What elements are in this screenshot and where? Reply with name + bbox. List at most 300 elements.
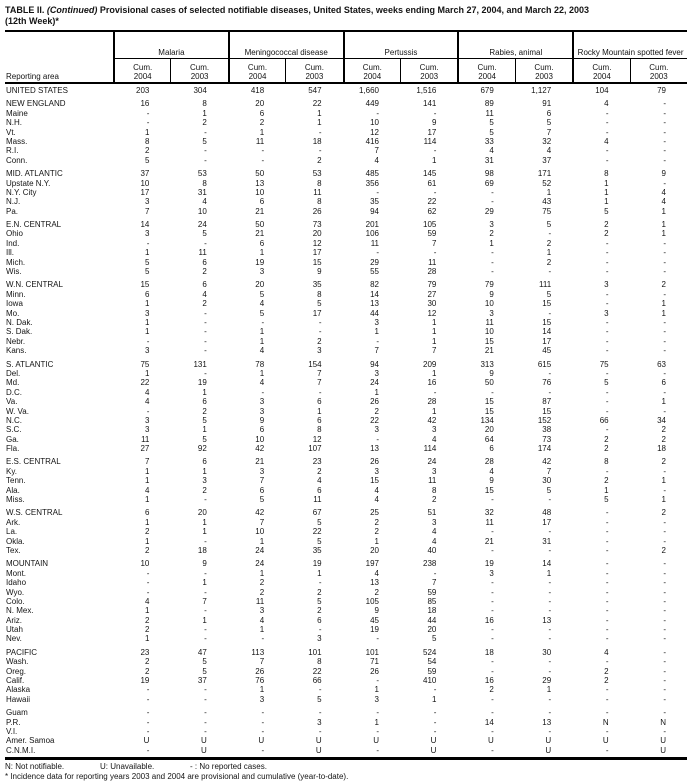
value-cell: - — [204, 495, 207, 505]
value-cell: 6 — [259, 425, 265, 435]
cum-label: Cum. — [247, 63, 268, 72]
value-cell: 19 — [484, 559, 494, 569]
value-cell: 71 — [370, 657, 379, 667]
value-cell: 3 — [317, 346, 322, 356]
value-cell: - — [548, 727, 552, 736]
value-cell: - — [491, 578, 494, 588]
value-cell: 5 — [489, 127, 494, 137]
table-row — [5, 416, 687, 425]
column-subheader — [170, 59, 227, 82]
value-cell: 1 — [317, 118, 322, 128]
area-cell: Hawaii — [6, 694, 31, 704]
table-row — [5, 444, 687, 453]
value-cell: 69 — [484, 178, 494, 188]
column-subheader — [630, 59, 687, 82]
value-cell: - — [433, 568, 437, 578]
value-cell: 42 — [542, 457, 552, 467]
value-cell: 5 — [546, 118, 552, 128]
column-group-header: Malaria — [113, 32, 228, 59]
value-cell: 17 — [427, 127, 437, 137]
value-cell: 87 — [542, 397, 552, 407]
value-cell: 1 — [317, 406, 322, 416]
area-cell: Kans. — [6, 346, 27, 356]
value-cell: 2 — [317, 466, 322, 476]
value-cell: 26 — [370, 397, 379, 407]
footnote-no-reported-cases: - : No reported cases. — [190, 762, 267, 772]
value-cell: - — [663, 248, 666, 258]
value-cell: 12 — [312, 238, 322, 248]
value-cell: - — [318, 327, 322, 337]
value-cell: 53 — [312, 169, 322, 179]
value-cell: - — [204, 708, 207, 718]
value-cell: 7 — [374, 146, 379, 156]
value-cell: 2 — [546, 238, 552, 248]
table-section — [5, 280, 687, 355]
value-cell: 13 — [542, 717, 552, 727]
table-row — [5, 606, 687, 615]
value-cell: 20 — [370, 545, 379, 555]
value-cell: - — [663, 257, 666, 267]
value-cell: 6 — [317, 615, 322, 625]
value-cell: U — [201, 736, 207, 746]
area-cell: Mont. — [6, 568, 27, 578]
value-cell: 5 — [202, 666, 207, 676]
area-cell: Fla. — [6, 444, 20, 454]
value-cell: 4 — [144, 387, 150, 397]
value-cell: - — [491, 495, 494, 505]
value-cell: - — [548, 267, 552, 277]
value-cell: - — [605, 466, 609, 476]
table-row — [5, 360, 687, 369]
value-cell: 11 — [255, 136, 265, 146]
value-cell: 8 — [317, 289, 322, 299]
value-cell: 1 — [431, 336, 437, 346]
area-cell: Idaho — [6, 578, 27, 588]
table-row — [5, 299, 687, 308]
value-cell: - — [204, 568, 207, 578]
value-cell: - — [204, 346, 207, 356]
value-cell: 14 — [542, 327, 552, 337]
value-cell: - — [204, 317, 207, 327]
value-cell: - — [146, 336, 150, 346]
column-group-header: Rocky Mountain spotted fever — [572, 32, 687, 59]
value-cell: - — [491, 625, 494, 635]
value-cell: 5 — [317, 694, 322, 704]
value-cell: 17 — [542, 336, 552, 346]
value-cell: 1 — [202, 466, 207, 476]
value-cell: 19 — [255, 257, 265, 267]
value-cell: 2 — [144, 666, 150, 676]
area-cell: Minn. — [6, 289, 26, 299]
value-cell: 4 — [259, 615, 265, 625]
value-cell: 29 — [370, 257, 379, 267]
area-cell: Utah — [6, 625, 23, 635]
value-cell: - — [605, 517, 609, 527]
value-cell: 1 — [259, 127, 265, 137]
value-cell: - — [663, 708, 666, 718]
value-cell: 21 — [255, 206, 265, 216]
value-cell: - — [605, 317, 609, 327]
value-cell: 5 — [604, 206, 609, 216]
value-cell: 75 — [542, 206, 552, 216]
value-cell: 15 — [484, 406, 494, 416]
footnote-not-notifiable: N: Not notifiable. — [5, 762, 65, 772]
value-cell: 105 — [365, 596, 379, 606]
value-cell: 7 — [431, 346, 437, 356]
table-row — [5, 207, 687, 216]
value-cell: 13 — [370, 578, 379, 588]
value-cell: 4 — [374, 155, 379, 165]
value-cell: 3 — [374, 368, 379, 378]
value-cell: 4 — [144, 397, 150, 407]
value-cell: - — [146, 708, 150, 718]
value-cell: 4 — [604, 99, 609, 109]
value-cell: 6 — [144, 508, 150, 518]
area-cell: Tenn. — [6, 476, 26, 486]
value-cell: 6 — [546, 108, 552, 118]
area-cell: Colo. — [6, 596, 25, 606]
area-cell: Ark. — [6, 517, 21, 527]
value-cell: 7 — [259, 476, 265, 486]
value-cell: 1 — [546, 248, 552, 258]
value-cell: 3 — [489, 220, 494, 230]
value-cell: 1 — [259, 336, 265, 346]
value-cell: 18 — [657, 444, 666, 454]
value-cell: 1 — [259, 625, 265, 635]
value-cell: 13 — [542, 615, 552, 625]
area-cell: Maine — [6, 108, 28, 118]
column-subheader — [457, 59, 514, 82]
value-cell: - — [261, 634, 265, 644]
value-cell: - — [376, 634, 379, 644]
table-section — [5, 99, 687, 165]
value-cell: - — [433, 187, 437, 197]
value-cell: 524 — [423, 647, 437, 657]
table-section — [5, 708, 687, 755]
footnotes — [5, 762, 687, 781]
value-cell: 5 — [546, 289, 552, 299]
value-cell: - — [376, 187, 379, 197]
value-cell: 485 — [365, 169, 379, 179]
value-cell: - — [204, 634, 207, 644]
value-cell: 79 — [484, 280, 494, 290]
value-cell: U — [258, 736, 265, 746]
value-cell: - — [376, 745, 379, 755]
value-cell: - — [204, 685, 207, 695]
area-cell: Oreg. — [6, 666, 27, 676]
value-cell: 1,660 — [358, 86, 379, 95]
value-cell: 2 — [144, 146, 150, 156]
value-cell: 30 — [542, 647, 552, 657]
table-row — [5, 156, 687, 165]
value-cell: - — [491, 267, 494, 277]
value-cell: 2 — [259, 587, 265, 597]
table-row — [5, 578, 687, 587]
value-cell: 11 — [198, 248, 207, 258]
value-cell: - — [605, 559, 609, 569]
value-cell: 3 — [374, 694, 379, 704]
value-cell: - — [146, 685, 150, 695]
value-cell: 13 — [255, 178, 265, 188]
area-cell: S. Dak. — [6, 327, 33, 337]
value-cell: 50 — [255, 169, 265, 179]
value-cell: 45 — [542, 346, 552, 356]
value-cell: 1 — [144, 327, 150, 337]
value-cell: 304 — [193, 86, 207, 95]
table-row — [5, 220, 687, 229]
value-cell: 9 — [317, 267, 322, 277]
value-cell: 47 — [197, 647, 207, 657]
value-cell: 5 — [317, 536, 322, 546]
table-row — [5, 179, 687, 188]
value-cell: - — [663, 136, 666, 146]
value-cell: 91 — [542, 99, 552, 109]
year-label: 2003 — [535, 72, 553, 81]
table-row — [5, 188, 687, 197]
table-row — [5, 327, 687, 336]
value-cell: 7 — [546, 466, 552, 476]
area-cell: PACIFIC — [6, 647, 37, 657]
value-cell: 2 — [374, 587, 379, 597]
value-cell: - — [548, 657, 552, 667]
value-cell: - — [663, 336, 666, 346]
table-row — [5, 527, 687, 536]
value-cell: 15 — [140, 280, 150, 290]
value-cell: 79 — [427, 280, 437, 290]
value-cell: 12 — [312, 434, 322, 444]
value-cell: - — [605, 545, 609, 555]
value-cell: 5 — [317, 299, 322, 309]
value-cell: 35 — [370, 197, 379, 207]
value-cell: 2 — [661, 457, 666, 467]
value-cell: 154 — [308, 359, 322, 369]
value-cell: 2 — [374, 406, 379, 416]
value-cell: 21 — [255, 457, 265, 467]
value-cell: - — [605, 267, 609, 277]
value-cell: 5 — [604, 495, 609, 505]
value-cell: 28 — [427, 397, 437, 407]
area-cell: R.I. — [6, 146, 19, 156]
value-cell: 20 — [484, 425, 494, 435]
area-cell: Va. — [6, 397, 18, 407]
value-cell: 3 — [144, 197, 150, 207]
value-cell: 104 — [595, 86, 609, 95]
table-row — [5, 476, 687, 485]
value-cell: - — [605, 625, 609, 635]
value-cell: 203 — [136, 86, 150, 95]
value-cell: U — [545, 745, 552, 755]
value-cell: - — [146, 727, 150, 736]
value-cell: - — [663, 606, 666, 616]
reporting-area-header-spacer — [5, 32, 113, 59]
value-cell: - — [663, 368, 666, 378]
value-cell: - — [204, 308, 207, 318]
value-cell: 2 — [604, 666, 609, 676]
value-cell: 7 — [546, 127, 552, 137]
value-cell: 17 — [542, 517, 552, 527]
value-cell: 32 — [542, 136, 552, 146]
area-cell: Amer. Samoa — [6, 736, 55, 746]
value-cell: 6 — [259, 485, 265, 495]
value-cell: U — [660, 745, 666, 755]
value-cell: - — [318, 578, 322, 588]
value-cell: 1 — [661, 495, 666, 505]
column-subheader — [400, 59, 457, 82]
value-cell: 11 — [428, 476, 437, 486]
value-cell: 24 — [370, 378, 379, 388]
area-cell: W.N. CENTRAL — [6, 280, 63, 290]
table-body — [5, 86, 687, 755]
value-cell: 2 — [374, 517, 379, 527]
value-cell: 1 — [431, 694, 437, 704]
area-cell: Ind. — [6, 238, 20, 248]
value-cell: - — [433, 685, 437, 695]
area-cell: V.I. — [6, 727, 18, 736]
value-cell: 28 — [427, 267, 437, 277]
value-cell: - — [146, 238, 150, 248]
value-cell: - — [548, 387, 552, 397]
value-cell: U — [488, 736, 494, 746]
value-cell: 4 — [431, 527, 437, 537]
table-row — [5, 486, 687, 495]
value-cell: 31 — [197, 187, 207, 197]
area-cell: Guam — [6, 708, 28, 718]
value-cell: 3 — [431, 466, 437, 476]
area-cell: Ariz. — [6, 615, 22, 625]
value-cell: 2 — [374, 527, 379, 537]
value-cell: 4 — [374, 485, 379, 495]
value-cell: - — [605, 578, 609, 588]
value-cell: - — [433, 717, 437, 727]
table-row — [5, 508, 687, 517]
value-cell: - — [663, 127, 666, 137]
value-cell: 3 — [604, 280, 609, 290]
value-cell: - — [605, 596, 609, 606]
value-cell: 1 — [546, 685, 552, 695]
value-cell: - — [491, 197, 494, 207]
value-cell: 1 — [604, 197, 609, 207]
value-cell: - — [491, 727, 494, 736]
value-cell: - — [605, 238, 609, 248]
value-cell: 145 — [423, 169, 437, 179]
table-section — [5, 360, 687, 454]
year-label: 2004 — [478, 72, 496, 81]
value-cell: - — [146, 568, 150, 578]
value-cell: 1 — [661, 220, 666, 230]
value-cell: 11 — [485, 317, 494, 327]
value-cell: 15 — [484, 397, 494, 407]
value-cell: - — [663, 406, 666, 416]
value-cell: - — [663, 727, 666, 736]
value-cell: 27 — [140, 444, 150, 454]
value-cell: - — [548, 578, 552, 588]
area-cell: Conn. — [6, 155, 28, 165]
value-cell: 1 — [144, 476, 150, 486]
value-cell: 4 — [489, 146, 494, 156]
value-cell: 22 — [312, 666, 322, 676]
cum-label: Cum. — [304, 63, 324, 72]
value-cell: - — [491, 606, 494, 616]
value-cell: 5 — [202, 434, 207, 444]
value-cell: - — [605, 685, 609, 695]
value-cell: - — [548, 596, 552, 606]
value-cell: 10 — [140, 559, 150, 569]
value-cell: 5 — [546, 485, 552, 495]
value-cell: - — [663, 517, 666, 527]
value-cell: 34 — [657, 415, 666, 425]
value-cell: 2 — [604, 220, 609, 230]
value-cell: 1 — [604, 178, 609, 188]
value-cell: - — [663, 346, 666, 356]
value-cell: - — [663, 118, 666, 128]
value-cell: 1 — [144, 248, 150, 258]
table-week-label: (12th Week)* — [5, 16, 59, 26]
year-label: 2004 — [248, 72, 267, 81]
value-cell: 42 — [255, 444, 265, 454]
value-cell: 1,516 — [416, 86, 437, 95]
table-row — [5, 146, 687, 155]
value-cell: - — [605, 118, 609, 128]
value-cell: 1 — [317, 108, 322, 118]
cum-label: Cum. — [419, 63, 439, 72]
value-cell: 2 — [661, 425, 666, 435]
value-cell: 6 — [317, 485, 322, 495]
value-cell: - — [663, 634, 666, 644]
value-cell: 54 — [427, 657, 437, 667]
area-cell: Wyo. — [6, 587, 25, 597]
value-cell: 2 — [202, 406, 207, 416]
area-cell: S. ATLANTIC — [6, 359, 54, 369]
value-cell: 101 — [365, 647, 379, 657]
value-cell: 7 — [317, 368, 322, 378]
area-cell: Ky. — [6, 466, 17, 476]
value-cell: 1 — [202, 527, 207, 537]
value-cell: 7 — [374, 346, 379, 356]
value-cell: - — [605, 127, 609, 137]
value-cell: 2 — [661, 434, 666, 444]
value-cell: - — [204, 127, 207, 137]
value-cell: 5 — [259, 495, 265, 505]
value-cell: 55 — [370, 267, 379, 277]
value-cell: - — [548, 308, 552, 318]
area-cell: N.H. — [6, 118, 22, 128]
area-cell: Upstate N.Y. — [6, 178, 51, 188]
value-cell: - — [491, 527, 494, 537]
value-cell: - — [318, 625, 322, 635]
area-cell: Miss. — [6, 495, 25, 505]
value-cell: - — [663, 108, 666, 118]
value-cell: 6 — [489, 444, 494, 454]
value-cell: - — [261, 727, 265, 736]
value-cell: - — [605, 368, 609, 378]
value-cell: - — [605, 146, 609, 156]
value-cell: 31 — [484, 155, 494, 165]
value-cell: 6 — [202, 397, 207, 407]
table-row — [5, 99, 687, 108]
value-cell: 1 — [144, 317, 150, 327]
area-cell: Wis. — [6, 267, 22, 277]
value-cell: 1 — [144, 466, 150, 476]
value-cell: 19 — [140, 676, 150, 686]
value-cell: 4 — [259, 346, 265, 356]
value-cell: 4 — [604, 647, 609, 657]
value-cell: 21 — [484, 346, 494, 356]
value-cell: 66 — [312, 676, 322, 686]
value-cell: 18 — [197, 545, 207, 555]
value-cell: 11 — [485, 108, 494, 118]
value-cell: 59 — [427, 666, 437, 676]
value-cell: - — [548, 368, 552, 378]
